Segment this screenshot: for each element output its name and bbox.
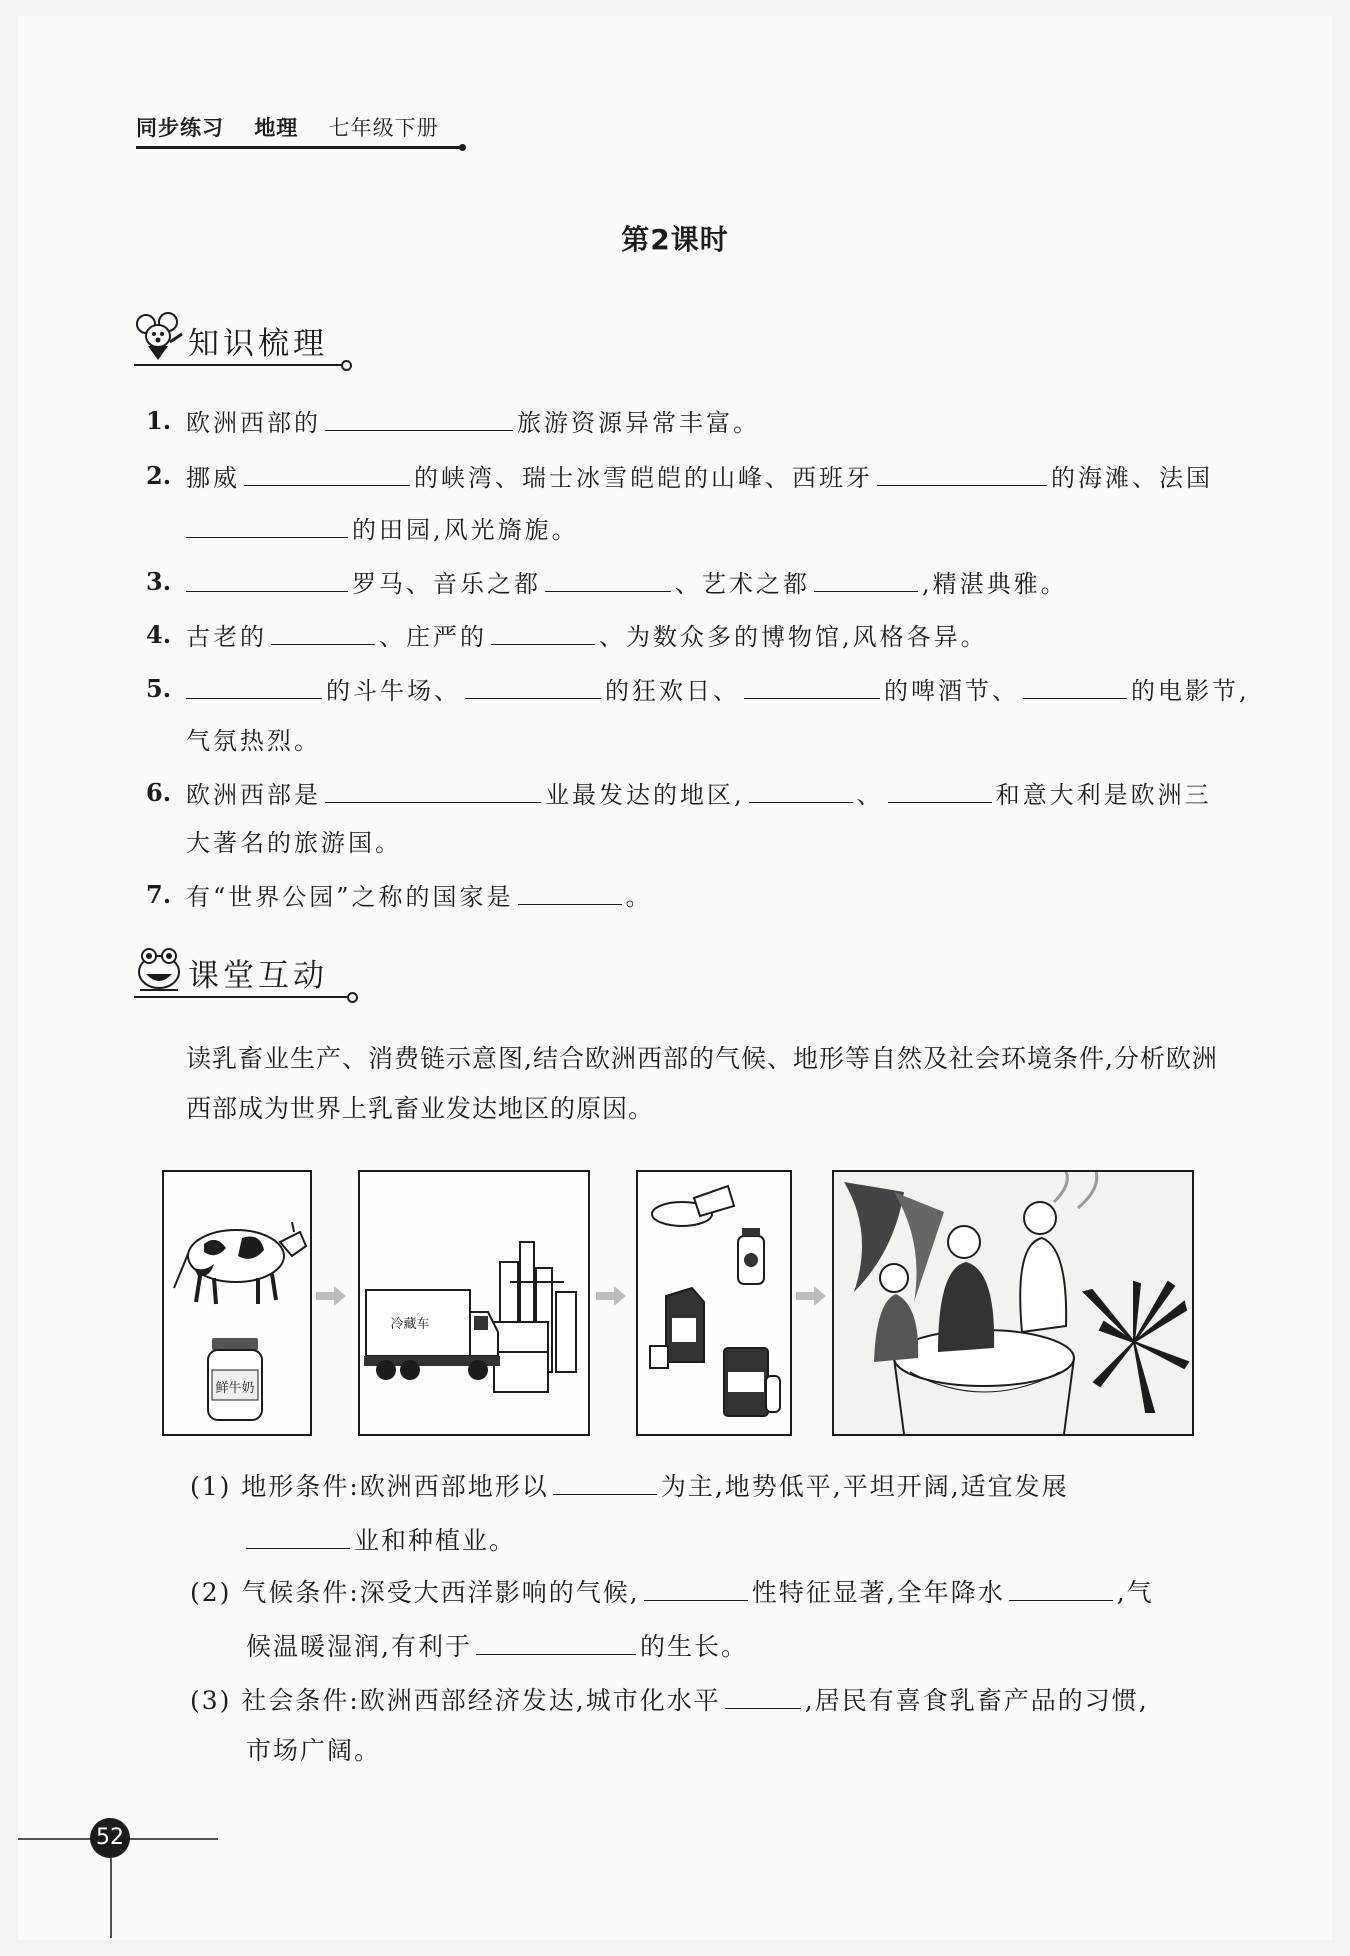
bottle-icon [738,1228,764,1284]
question-text: 气氛热烈。 [186,727,321,755]
answer-blank[interactable] [476,1628,636,1655]
question-text: 旅游资源异常丰富。 [517,409,760,437]
answer-blank[interactable] [644,1574,748,1601]
answer-blank[interactable] [518,878,622,905]
truck-label: 冷藏车 [390,1317,430,1332]
answer-blank[interactable] [244,459,410,486]
answer-blank[interactable] [465,672,601,699]
subquestion-1 [190,1468,1069,1504]
question-7 [186,878,653,914]
subquestion-3 [190,1682,1149,1718]
question-text: 地形条件:欧洲西部地形以 [241,1472,549,1501]
series-name: 同步练习 [136,116,224,140]
cow-and-milk-illustration [164,1172,310,1434]
question-number: 1. [146,406,172,435]
subquestion-number: (1) [190,1472,232,1501]
question-5-continued [186,724,321,758]
question-text: 市场广阔。 [246,1736,382,1765]
panel-dairy-products [636,1170,792,1436]
answer-blank[interactable] [814,565,918,592]
question-text: ,居民有喜食乳畜产品的习惯, [804,1686,1149,1715]
answer-blank[interactable] [1023,672,1127,699]
question-text: 古老的 [186,623,267,651]
question-number: 7. [146,880,172,909]
arrow-right-icon [594,1285,628,1307]
question-text: 的海滩、法国 [1051,464,1213,492]
question-text: 气候条件:深受大西洋影响的气候, [241,1578,640,1607]
subquestion-number: (2) [190,1578,232,1607]
answer-blank[interactable] [553,1468,657,1495]
question-1 [186,404,760,440]
question-number: 2. [146,461,172,490]
question-text: 大著名的旅游国。 [186,829,402,857]
arrow-right-icon [794,1285,828,1307]
question-5 [186,672,1250,708]
subquestion-number: (3) [190,1686,232,1715]
grade-name: 七年级下册 [328,116,439,140]
section-title: 课堂互动 [188,958,328,994]
question-text: 欧洲西部是 [186,781,321,809]
question-text: 、庄严的 [379,623,487,651]
question-text: ,气 [1116,1578,1154,1607]
question-number: 6. [146,778,172,807]
question-text: 、 [856,781,884,809]
answer-blank[interactable] [491,618,595,645]
question-number: 5. [146,674,172,703]
answer-blank[interactable] [888,776,992,803]
small-bottle-icon [766,1376,780,1412]
answer-blank[interactable] [877,459,1047,486]
question-text: 、艺术之都 [675,570,810,598]
question-text: 有“世界公园”之称的国家是 [186,883,514,911]
subquestion-3-continued [246,1734,381,1768]
header-rule [136,146,462,149]
question-text: 的啤酒节、 [884,677,1019,705]
question-text: 的田园,风光旖旎。 [352,516,579,544]
question-2-continued [186,511,579,547]
cup-icon [650,1346,668,1368]
frog-mascot-icon [134,944,184,994]
cow-icon [174,1222,306,1304]
question-text: 的电影节, [1131,677,1250,705]
subquestion-2 [190,1574,1154,1610]
milk-jar-icon [208,1338,262,1420]
answer-blank[interactable] [545,565,671,592]
answer-blank[interactable] [246,1522,350,1549]
question-text: 的峡湾、瑞士冰雪皑皑的山峰、西班牙 [414,464,873,492]
answer-blank[interactable] [744,672,880,699]
question-text: 候温暖湿润,有利于 [246,1632,472,1661]
answer-blank[interactable] [271,618,375,645]
question-text: 挪威 [186,464,240,492]
dining-scene-illustration [834,1172,1192,1434]
truck-factory-illustration [360,1172,588,1434]
question-2 [186,459,1213,495]
cheese-icon [652,1186,734,1226]
question-text: 、为数众多的博物馆,风格各异。 [599,623,988,651]
section-rule [134,364,344,366]
question-text: 业最发达的地区, [545,781,745,809]
question-text: ,精湛典雅。 [922,570,1068,598]
panel-dairy-farm [162,1170,312,1436]
page-number: 52 [90,1818,130,1858]
answer-blank[interactable] [325,776,541,803]
dairy-products-illustration [638,1172,790,1434]
question-text: 和意大利是欧洲三 [995,781,1212,809]
question-6 [186,776,1212,812]
running-head [136,112,461,142]
question-text: 的狂欢日、 [605,677,740,705]
answer-blank[interactable] [186,511,348,538]
answer-blank[interactable] [325,404,513,431]
subquestion-2-continued [246,1628,748,1664]
question-text: 的生长。 [639,1632,748,1661]
question-text: 社会条件:欧洲西部经济发达,城市化水平 [241,1686,721,1715]
answer-blank[interactable] [186,672,322,699]
section-rule [134,996,350,998]
answer-blank[interactable] [186,565,348,592]
section-title: 知识梳理 [188,326,328,362]
question-text: 业和种植业。 [354,1526,517,1555]
mouse-mascot-icon [134,312,184,362]
panel-dining [832,1170,1194,1436]
question-number: 4. [146,620,172,649]
answer-blank[interactable] [725,1682,801,1709]
question-text: 的斗牛场、 [326,677,461,705]
panel-processing [358,1170,590,1436]
answer-blank[interactable] [1009,1574,1113,1601]
answer-blank[interactable] [749,776,853,803]
arrow-right-icon [314,1285,348,1307]
subject-name: 地理 [254,116,299,140]
question-number: 3. [146,567,172,596]
question-3 [186,565,1068,601]
question-text: 罗马、音乐之都 [352,570,541,598]
lesson-title: 第2课时 [621,223,729,256]
question-text: 。 [625,883,653,911]
intro-text: 读乳畜业生产、消费链示意图,结合欧洲西部的气候、地形等自然及社会环境条件,分析欧洲西部成为世界上乳畜业发达地区的原因。 [186,1044,1218,1123]
question-4 [186,618,988,654]
question-text: 欧洲西部的 [186,409,321,437]
question-6-continued [186,826,402,860]
milk-carton-icon [666,1288,704,1362]
factory-icon [494,1242,576,1392]
question-text: 性特征显著,全年降水 [751,1578,1005,1607]
footer-vertical-rule [110,1858,112,1938]
intro-paragraph [136,1034,1222,1134]
refrigerated-truck-icon [364,1290,500,1380]
subquestion-1-continued [246,1522,516,1558]
milk-jar-label: 鲜牛奶 [215,1381,255,1396]
can-icon [724,1348,768,1416]
question-text: 为主,地势低平,平坦开阔,适宜发展 [660,1472,1069,1501]
